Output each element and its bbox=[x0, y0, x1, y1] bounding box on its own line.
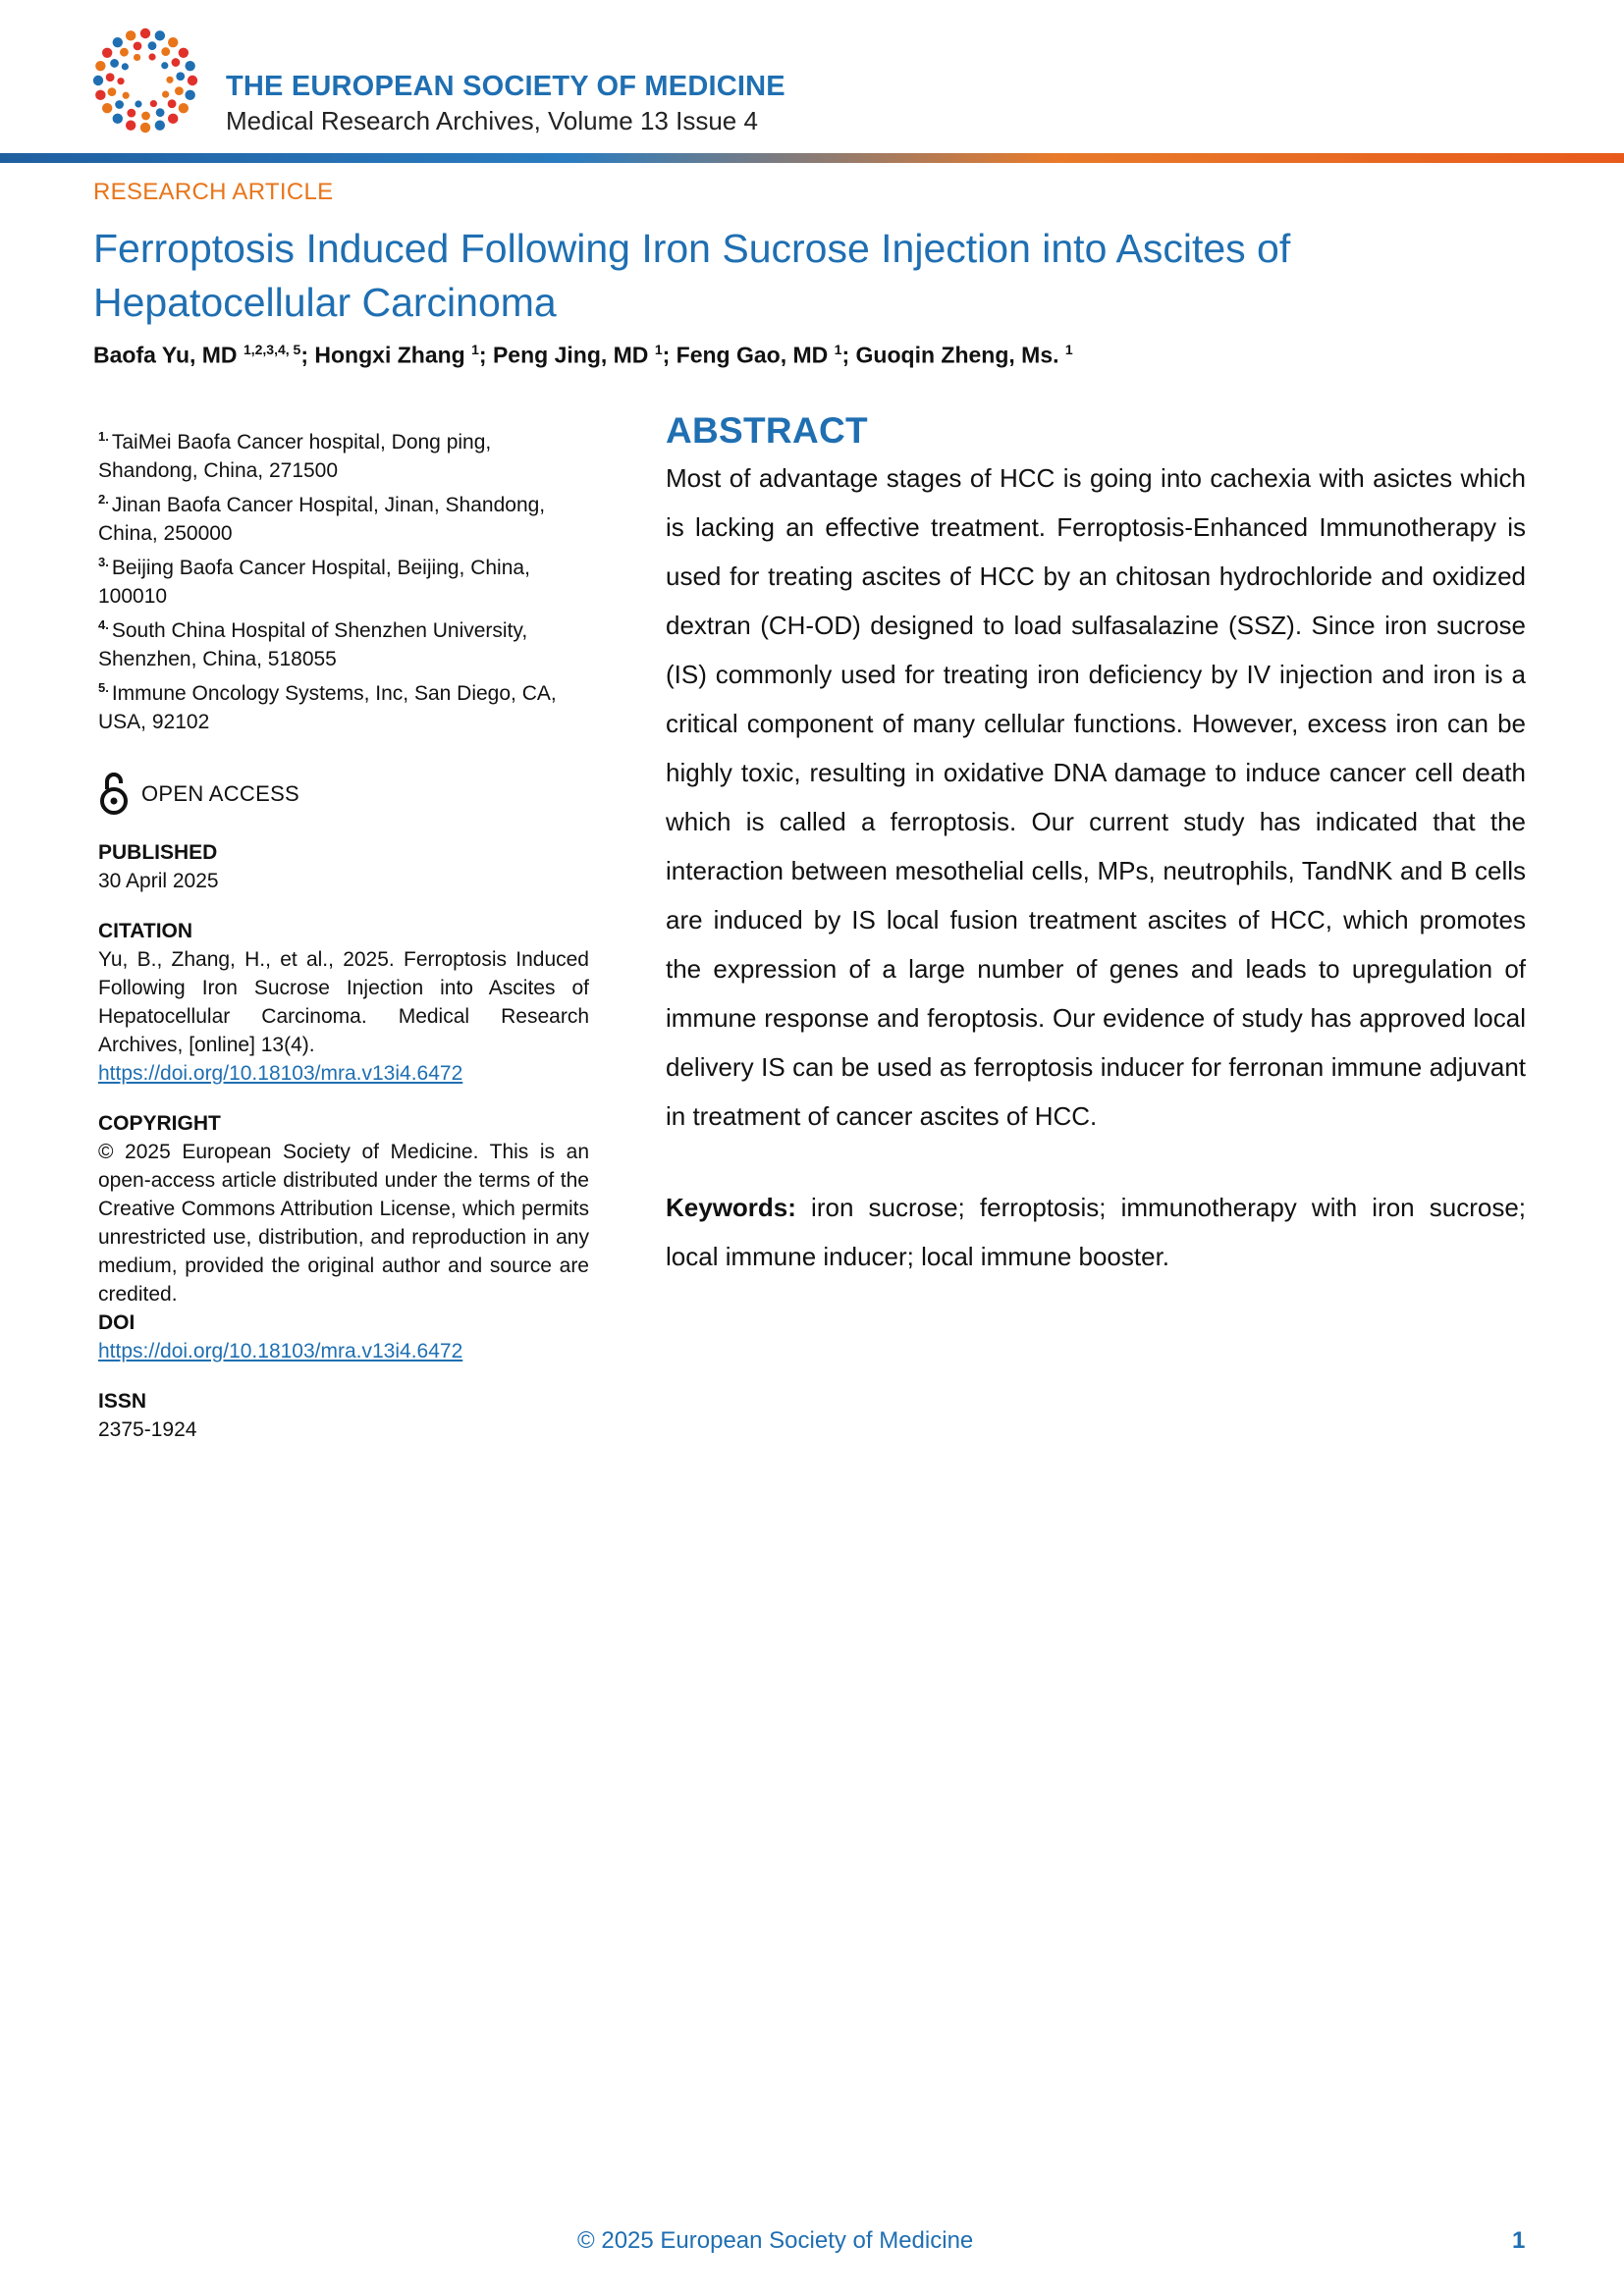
article-type: RESEARCH ARTICLE bbox=[93, 179, 334, 205]
logo-dot bbox=[123, 92, 130, 99]
citation-text: Yu, B., Zhang, H., et al., 2025. Ferroptosis Induced Following Iron Sucrose Injection into Ascites of Hepatocellular Carcinoma. Medical Research Archives, [online] 13(4). bbox=[98, 948, 589, 1056]
keywords-label: Keywords: bbox=[666, 1193, 796, 1222]
affiliation-number: 5. bbox=[98, 680, 109, 695]
affiliation-list bbox=[98, 422, 589, 736]
logo-dot bbox=[185, 90, 194, 100]
logo-dot bbox=[95, 61, 105, 71]
abstract-text: Most of advantage stages of HCC is going into cachexia with asictes which is lacking an effective treatment. Ferroptosis-Enhanced Immunotherapy is used for treating ascites of HCC by an chitosan hydrochloride and oxidized dextran (CH-OD) designed to load sulfasalazine (SSZ). Since iron sucrose (IS) commonly used for treating iron deficiency by IV injection and iron is a critical component of many cellular functions. However, excess iron can be highly toxic, resulting in oxidative DNA damage to induce cancer cell death which is called a ferroptosis. Our current study has indicated that the interaction between mesothelial cells, MPs, neutrophils, TandNK and B cells are induced by IS local fusion treatment ascites of HCC, which promotes the expression of a large number of genes and leads to upregulation of immune response and feroptosis. Our evidence of study has approved local delivery IS can be used as ferroptosis inducer for ferronan immune adjuvant in treatment of cancer ascites of HCC. bbox=[666, 463, 1526, 1131]
header-divider-bar bbox=[0, 153, 1624, 163]
affiliation-item bbox=[98, 485, 589, 548]
author-affiliation-mark: 1 bbox=[1064, 342, 1073, 357]
affiliation-text: Immune Oncology Systems, Inc, San Diego, CA, USA, 92102 bbox=[98, 682, 557, 733]
logo-dot bbox=[161, 62, 168, 69]
logo-dot bbox=[148, 41, 157, 50]
logo-dot bbox=[148, 53, 155, 60]
logo-dot bbox=[134, 41, 142, 50]
logo-dot bbox=[168, 114, 178, 124]
citation-heading: CITATION bbox=[98, 920, 193, 942]
published-heading: PUBLISHED bbox=[98, 841, 218, 864]
author-separator: ; bbox=[662, 342, 677, 368]
author-affiliation-mark: 1,2,3,4, 5 bbox=[243, 342, 301, 357]
logo-dot bbox=[140, 28, 150, 38]
footer-copyright: © 2025 European Society of Medicine bbox=[577, 2227, 974, 2254]
open-access-lock-icon bbox=[98, 770, 130, 817]
logo-dot bbox=[172, 58, 181, 67]
logo-dot bbox=[113, 114, 123, 124]
affiliation-text: Jinan Baofa Cancer Hospital, Jinan, Shandong, China, 250000 bbox=[98, 494, 546, 545]
logo-dot bbox=[188, 76, 197, 85]
keywords bbox=[666, 1183, 1526, 1281]
affiliation-item bbox=[98, 548, 589, 611]
author-name: Feng Gao, MD bbox=[676, 342, 835, 368]
author-affiliation-mark: 1 bbox=[654, 342, 663, 357]
logo-dot bbox=[176, 72, 185, 80]
logo-dot bbox=[162, 91, 169, 98]
author-affiliation-mark: 1 bbox=[834, 342, 842, 357]
logo-dot bbox=[117, 78, 124, 84]
logo-dot bbox=[141, 112, 150, 121]
affiliation-number: 1. bbox=[98, 429, 109, 444]
logo-dot bbox=[179, 103, 189, 113]
logo-dot bbox=[102, 48, 112, 58]
article-info-column bbox=[98, 422, 589, 1444]
logo-dot bbox=[155, 120, 165, 130]
logo-dot bbox=[115, 100, 124, 109]
logo-dot bbox=[126, 30, 135, 40]
abstract-heading: ABSTRACT bbox=[666, 410, 868, 451]
author-name: Guoqin Zheng, Ms. bbox=[855, 342, 1065, 368]
affiliation-number: 3. bbox=[98, 555, 109, 569]
affiliation-item bbox=[98, 422, 589, 485]
logo-dot bbox=[135, 100, 141, 107]
citation-doi-link[interactable]: https://doi.org/10.18103/mra.v13i4.6472 bbox=[98, 1062, 463, 1085]
affiliation-text: TaiMei Baofa Cancer hospital, Dong ping, Shandong, China, 271500 bbox=[98, 431, 492, 482]
author-name: Peng Jing, MD bbox=[492, 342, 655, 368]
author-name: Hongxi Zhang bbox=[314, 342, 472, 368]
logo-dot bbox=[155, 30, 165, 40]
logo-dot bbox=[95, 90, 105, 100]
logo-dot bbox=[166, 77, 173, 83]
open-access-badge bbox=[98, 770, 589, 817]
keywords-text: iron sucrose; ferroptosis; immunotherapy with iron sucrose; local immune inducer; local immune booster. bbox=[666, 1193, 1526, 1271]
logo-dot bbox=[161, 47, 170, 56]
affiliation-text: Beijing Baofa Cancer Hospital, Beijing, China, 100010 bbox=[98, 557, 530, 608]
logo-dot bbox=[110, 59, 119, 68]
logo-dot bbox=[120, 48, 129, 57]
logo-dot bbox=[113, 37, 123, 47]
open-access-label: OPEN ACCESS bbox=[141, 780, 300, 806]
doi-link[interactable]: https://doi.org/10.18103/mra.v13i4.6472 bbox=[98, 1340, 463, 1362]
logo-dot bbox=[175, 86, 184, 95]
issn-value: 2375-1924 bbox=[98, 1418, 197, 1441]
logo-dot bbox=[179, 48, 189, 58]
logo-dot bbox=[106, 73, 115, 81]
author-separator: ; bbox=[478, 342, 493, 368]
affiliation-item bbox=[98, 673, 589, 736]
author-affiliation-mark: 1 bbox=[471, 342, 479, 357]
published-date: 30 April 2025 bbox=[98, 870, 219, 892]
logo-dot bbox=[156, 108, 165, 117]
copyright-text: © 2025 European Society of Medicine. This is an open-access article distributed under the terms of the Creative Commons Attribution License, which permits unrestricted use, distribution, and reproduction in any medium, provided the original author and source are credited. bbox=[98, 1141, 589, 1306]
logo-dot bbox=[134, 54, 140, 61]
logo-dot bbox=[150, 100, 157, 107]
copyright-heading: COPYRIGHT bbox=[98, 1112, 221, 1135]
article-title: Ferroptosis Induced Following Iron Sucrose Injection into Ascites of Hepatocellular Carcinoma bbox=[93, 226, 1291, 325]
affiliation-number: 4. bbox=[98, 617, 109, 632]
logo-dot bbox=[108, 87, 117, 96]
logo-dot bbox=[168, 99, 177, 108]
logo-dot bbox=[168, 37, 178, 47]
logo-dot bbox=[126, 120, 135, 130]
issn-heading: ISSN bbox=[98, 1390, 147, 1413]
author-name: Baofa Yu, MD bbox=[93, 342, 244, 368]
logo-dot bbox=[185, 61, 194, 71]
doi-heading: DOI bbox=[98, 1311, 135, 1334]
logo-dot bbox=[102, 103, 112, 113]
logo-dot bbox=[140, 123, 150, 133]
society-name: THE EUROPEAN SOCIETY OF MEDICINE bbox=[226, 71, 785, 102]
author-separator: ; bbox=[300, 342, 315, 368]
logo-dot bbox=[122, 63, 129, 70]
journal-line: Medical Research Archives, Volume 13 Issue 4 bbox=[226, 106, 758, 135]
dotted-ring-logo-icon bbox=[86, 22, 204, 139]
author-list bbox=[93, 342, 1566, 369]
affiliation-item bbox=[98, 611, 589, 673]
author-separator: ; bbox=[841, 342, 856, 368]
affiliation-number: 2. bbox=[98, 492, 109, 507]
affiliation-text: South China Hospital of Shenzhen University, Shenzhen, China, 518055 bbox=[98, 619, 528, 670]
page-number: 1 bbox=[1512, 2227, 1526, 2254]
logo-dot bbox=[93, 76, 103, 85]
logo-dot bbox=[127, 109, 135, 118]
